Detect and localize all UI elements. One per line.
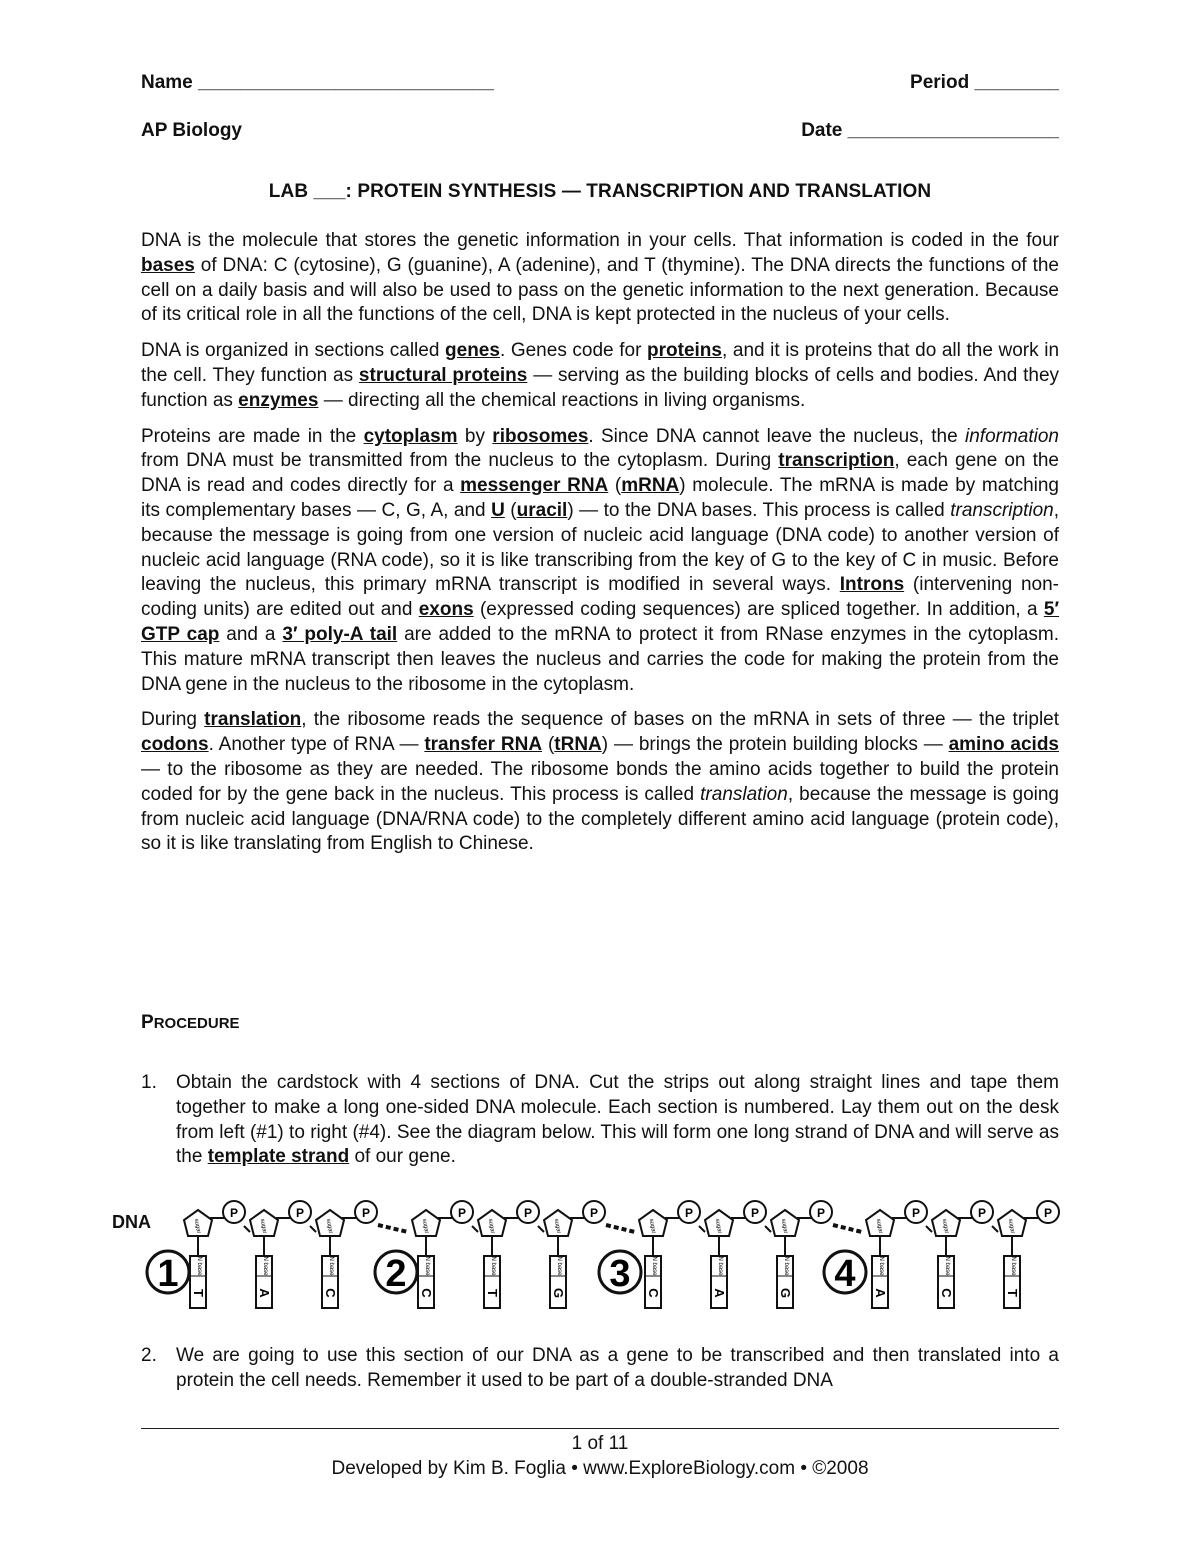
period-field-label: Period ________ [910, 72, 1059, 93]
base-name-label: N base [783, 1256, 789, 1276]
sugar-label: sugar [192, 1218, 202, 1235]
procedure-steps-2 [141, 1344, 1059, 1394]
sugar-label: sugar [552, 1218, 562, 1235]
footer-credit: Developed by Kim B. Foglia • www.ExploreBiology.com • ©2008 [331, 1458, 869, 1479]
keyword-proteins: proteins [647, 340, 722, 362]
sugar-label: sugar [940, 1218, 950, 1235]
base-letter-c: C [419, 1288, 434, 1298]
base-name-label: N base [944, 1256, 950, 1276]
backbone-bond [244, 1226, 250, 1232]
base-name-label: N base [424, 1256, 430, 1276]
sugar-label: sugar [713, 1218, 723, 1235]
sugar-label: sugar [324, 1218, 334, 1235]
keyword-template-strand: template strand [207, 1146, 350, 1168]
keyword-u: U [491, 499, 505, 521]
base-name-label: N base [556, 1256, 562, 1276]
procedure-heading: PROCEDURE [141, 1012, 240, 1033]
emphasis-information: information [965, 425, 1059, 447]
keyword-transfer-rna: transfer RNA [424, 734, 543, 756]
keyword-messenger-rna: messenger RNA [460, 475, 609, 497]
page-number: 1 of 11 [571, 1433, 629, 1454]
base-name-label: N base [651, 1256, 657, 1276]
phosphate-label: P [523, 1206, 533, 1220]
intro-text [141, 229, 1059, 868]
keyword-amino-acids: amino acids [948, 734, 1059, 756]
backbone-bond [992, 1226, 998, 1232]
keyword-transcription: transcription [778, 450, 895, 472]
base-name-label: N base [328, 1256, 334, 1276]
base-name-label: N base [490, 1256, 496, 1276]
backbone-bond [926, 1226, 932, 1232]
base-letter-t: T [485, 1289, 500, 1297]
section-number-1: 1 [157, 1253, 179, 1295]
base-letter-a: A [873, 1288, 888, 1298]
sugar-label: sugar [486, 1218, 496, 1235]
base-letter-t: T [191, 1289, 206, 1297]
sugar-label: sugar [1006, 1218, 1016, 1235]
keyword-uracil: uracil [516, 499, 568, 521]
phosphate-label: P [911, 1206, 921, 1220]
emphasis-transcription: transcription [950, 499, 1054, 521]
base-letter-t: T [1005, 1289, 1020, 1297]
base-name-label: N base [1010, 1256, 1016, 1276]
backbone-bond [472, 1226, 478, 1232]
keyword-genes: genes [445, 340, 500, 362]
phosphate-label: P [457, 1206, 467, 1220]
emphasis-translation: translation [700, 783, 788, 805]
keyword-enzymes: enzymes [238, 389, 319, 411]
procedure-steps-1 [141, 1071, 1059, 1170]
procedure-step-1: 1. Obtain the cardstock with 4 sections of DNA. Cut the strips out along straight lines and tape them together to make a long one-sided DNA molecule. Each section is numbered. Lay them out on the desk from left (#1) to right (#4). See the diagram below. This will form one long strand of DNA and will serve as the template strand of our gene. [141, 1072, 1059, 1168]
sugar-label: sugar [647, 1218, 657, 1235]
phosphate-label: P [361, 1206, 371, 1220]
backbone-bond [310, 1226, 316, 1232]
keyword-ribosomes: ribosomes [492, 425, 589, 447]
backbone-bond [765, 1226, 771, 1232]
footer-divider [141, 1428, 1059, 1429]
paragraph-dna: DNA is the molecule that stores the genetic information in your cells. That information is coded in the four bases of DNA: C (cytosine), G (guanine), A (adenine), and T (thymine). The DNA directs the functions of the cell on a daily basis and will also be used to pass on the genetic information to the next generation. Because of its critical role in all the functions of the cell, DNA is kept protected in the nucleus of your cells. [141, 230, 1059, 326]
section-join [378, 1225, 408, 1232]
keyword-exons: exons [418, 599, 474, 621]
procedure-step-2: 2. We are going to use this section of our DNA as a gene to be transcribed and then translated into a protein the cell needs. Remember it used to be part of a double-stranded DNA [141, 1345, 1059, 1391]
base-letter-g: G [551, 1287, 566, 1299]
keyword-structural-proteins: structural proteins [358, 364, 528, 386]
phosphate-label: P [684, 1206, 694, 1220]
keyword-introns: Introns [839, 574, 905, 596]
section-number-3: 3 [609, 1253, 631, 1295]
base-letter-c: C [939, 1288, 954, 1298]
dna-diagram-label: DNA [112, 1212, 151, 1232]
keyword-trna: tRNA [554, 734, 602, 756]
phosphate-label: P [589, 1206, 599, 1220]
base-letter-g: G [778, 1287, 793, 1299]
base-name-label: N base [878, 1256, 884, 1276]
paragraph-genes: DNA is organized in sections called genes. Genes code for proteins, and it is proteins that do all the work in the cell. They function as structural proteins — serving as the building blocks of cells and bodies. And they function as enzymes — directing all the chemical reactions in living organisms. [141, 340, 1060, 411]
base-name-label: N base [196, 1256, 202, 1276]
paragraph-translation: During translation, the ribosome reads the sequence of bases on the mRNA in sets of three — the triplet codons. Another type of RNA — transfer RNA (tRNA) — brings the protein building blocks — amino acids — to the ribosome as they are needed. The ribosome bonds the amino acids together to build the protein coded for by the gene back in the nucleus. This process is called translation, because the message is going from nucleic acid language (DNA/RNA code) to the completely different amino acid language (protein code), so it is like translating from English to Chinese. [141, 709, 1060, 855]
lab-title: LAB ___: PROTEIN SYNTHESIS — TRANSCRIPTION AND TRANSLATION [268, 181, 932, 202]
keyword-gtp-cap: 5′ GTP cap [141, 599, 1060, 645]
base-letter-c: C [646, 1288, 661, 1298]
name-field-label: Name ____________________________ [141, 72, 494, 93]
phosphate-label: P [816, 1206, 826, 1220]
section-join [833, 1225, 862, 1232]
base-name-label: N base [262, 1256, 268, 1276]
keyword-poly-a-tail: 3′ poly-A tail [282, 623, 398, 645]
keyword-translation: translation [204, 709, 302, 731]
phosphate-label: P [295, 1206, 305, 1220]
phosphate-label: P [977, 1206, 987, 1220]
dna-strand-diagram [130, 1198, 1070, 1318]
course-label: AP Biology [141, 120, 242, 141]
date-field-label: Date ____________________ [801, 120, 1059, 141]
phosphate-label: P [750, 1206, 760, 1220]
section-join [606, 1225, 635, 1232]
keyword-cytoplasm: cytoplasm [363, 425, 458, 447]
backbone-bond [538, 1226, 544, 1232]
keyword-bases: bases [141, 254, 195, 276]
base-name-label: N base [717, 1256, 723, 1276]
sugar-label: sugar [258, 1218, 268, 1235]
keyword-codons: codons [141, 734, 209, 756]
sugar-label: sugar [779, 1218, 789, 1235]
sugar-label: sugar [420, 1218, 430, 1235]
base-letter-a: A [712, 1288, 727, 1298]
phosphate-label: P [229, 1206, 239, 1220]
sugar-label: sugar [874, 1218, 884, 1235]
section-number-4: 4 [834, 1253, 856, 1295]
phosphate-label: P [1043, 1206, 1053, 1220]
backbone-bond [699, 1226, 705, 1232]
base-letter-a: A [257, 1288, 272, 1298]
section-number-2: 2 [385, 1253, 407, 1295]
keyword-mrna: mRNA [621, 475, 680, 497]
paragraph-transcription: Proteins are made in the cytoplasm by ribosomes. Since DNA cannot leave the nucleus, the information from DNA must be transmitted from the nucleus to the cytoplasm. During transcription, each gene on the DNA is read and codes directly for a messenger RNA (mRNA) molecule. The mRNA is made by matching its complementary bases — C, G, A, and U (uracil) — to the DNA bases. This process is called transcription, because the message is going from one version of nucleic acid language (DNA code) to another version of nucleic acid language (RNA code), so it is like transcribing from the key of G to the key of C in music. Before leaving the nucleus, this primary mRNA transcript is modified in several ways. Introns (intervening non-coding units) are edited out and exons (expressed coding sequences) are spliced together. In addition, a 5′ GTP cap and a 3′ poly-A tail are added to the mRNA to protect it from RNase enzymes in the cytoplasm. This mature mRNA transcript then leaves the nucleus and carries the code for making the protein from the DNA gene in the nucleus to the ribosome in the cytoplasm. [141, 425, 1060, 695]
base-letter-c: C [323, 1288, 338, 1298]
